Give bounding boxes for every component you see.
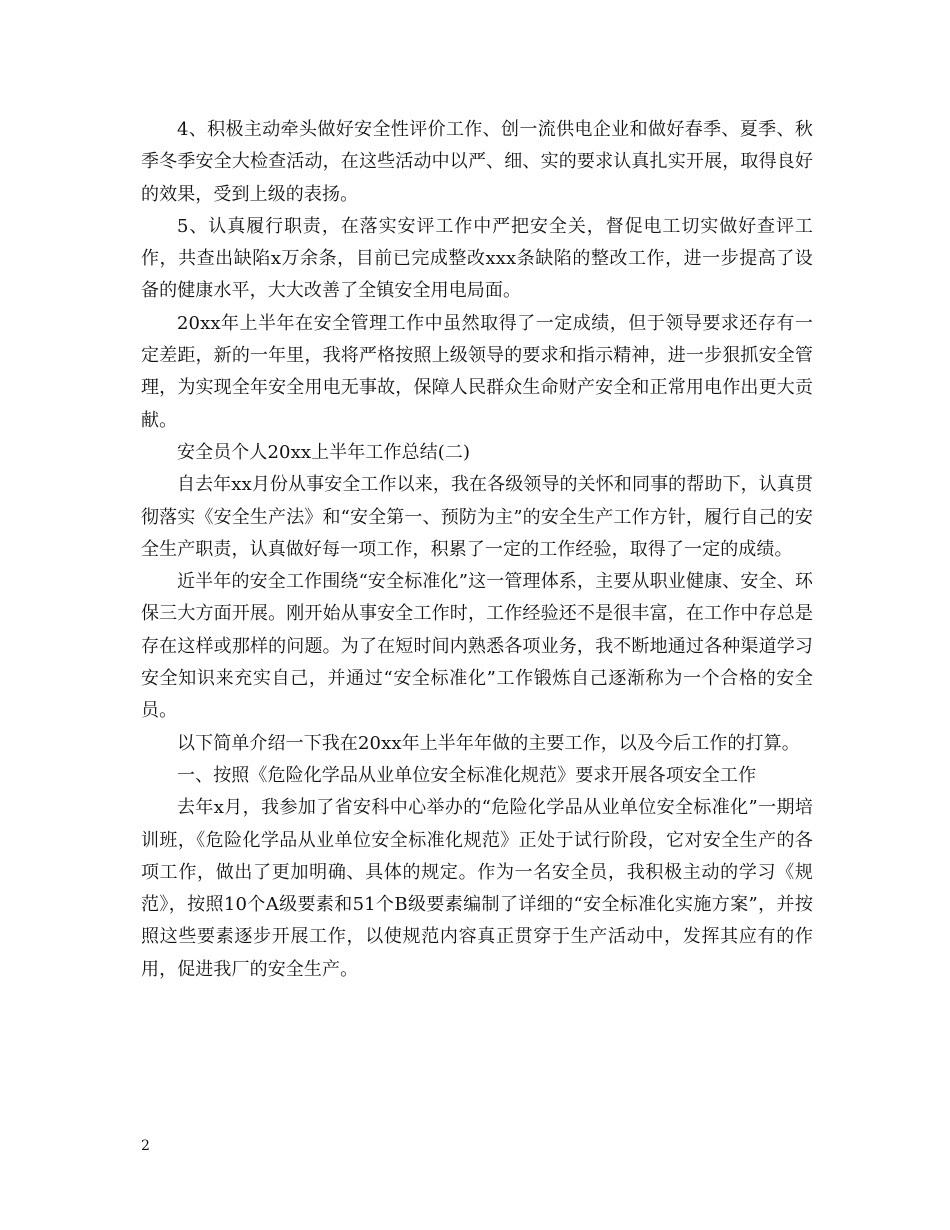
paragraph-standardization: 近半年的安全工作围绕“安全标准化”这一管理体系，主要从职业健康、安全、环保三大方面开展。刚开始从事安全工作时，工作经验还不是很丰富，在工作中存总是存在这样或那样的问题。为了在短时间内熟悉各项业务，我不断地通过各种渠道学习安全知识来充实自己，并通过“安全标准化”工作锻炼自己逐渐称为一个合格的安全员。 — [141, 571, 813, 722]
paragraph-item-5: 5、认真履行职责，在落实安评工作中严把安全关，督促电工切实做好查评工作，共查出缺陷x万余条，目前已完成整改xxx条缺陷的整改工作，进一步提高了设备的健康水平，大大改善了全镇安全用电局面。 — [141, 215, 813, 302]
paragraph-training: 去年x月，我参加了省安科中心举办的“危险化学品从业单位安全标准化”一期培训班，《危险化学品从业单位安全标准化规范》正处于试行阶段，它对安全生产的各项工作，做出了更加明确、具体的规定。作为一名安全员，我积极主动的学习《规范》，按照10个A级要素和51个B级要素编制了详细的“安全标准化实施方案”，并按照这些要素逐步开展工作，以使规范内容真正贯穿于生产活动中，发挥其应有的作用，促进我厂的安全生产。 — [141, 797, 813, 980]
paragraph-overview: 以下简单介绍一下我在20xx年上半年年做的主要工作，以及今后工作的打算。 — [177, 732, 800, 754]
paragraph-summary: 20xx年上半年在安全管理工作中虽然取得了一定成绩，但于领导要求还存有一定差距，新的一年里，我将严格按照上级领导的要求和指示精神，进一步狠抓安全管理，为实现全年安全用电无事故，保障人民群众生命财产安全和正常用电作出更大贡献。 — [141, 312, 813, 431]
paragraph-item-4: 4、积极主动牵头做好安全性评价工作、创一流供电企业和做好春季、夏季、秋季冬季安全大检查活动，在这些活动中以严、细、实的要求认真扎实开展，取得良好的效果，受到上级的表扬。 — [141, 119, 813, 205]
section-title: 安全员个人20xx上半年工作总结(二) — [177, 441, 471, 463]
subsection-heading: 一、按照《危险化学品从业单位安全标准化规范》要求开展各项安全工作 — [177, 764, 757, 786]
page-number: 2 — [141, 1138, 150, 1154]
paragraph-intro: 自去年xx月份从事安全工作以来，我在各级领导的关怀和同事的帮助下，认真贯彻落实《安全生产法》和“安全第一、预防为主”的安全生产工作方针，履行自己的安全生产职责，认真做好每一项工作，积累了一定的工作经验，取得了一定的成绩。 — [141, 474, 813, 560]
document-body — [141, 114, 813, 986]
